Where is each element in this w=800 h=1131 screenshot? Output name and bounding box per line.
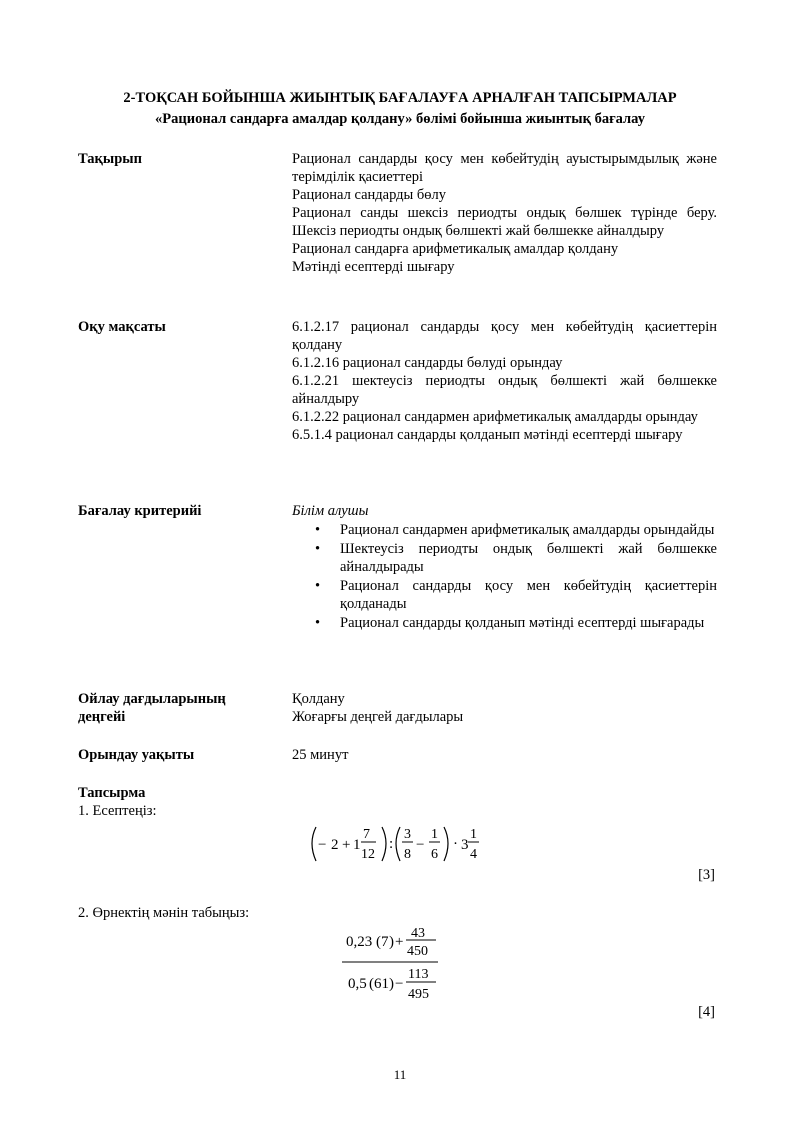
criteria-intro: Білім алушы — [292, 503, 369, 519]
criteria-label: Бағалау критерийі — [78, 503, 202, 519]
svg-text:): ) — [389, 934, 394, 950]
objective-item: 6.5.1.4 рационал сандарды қолданып мәтінді есептерді шығару — [292, 427, 683, 443]
svg-text:7: 7 — [363, 827, 370, 842]
svg-text:2: 2 — [331, 837, 339, 853]
svg-text:−: − — [395, 976, 404, 992]
task1-text: 1. Есептеңіз: — [78, 803, 157, 819]
bullet-icon: • — [315, 541, 321, 557]
svg-text:1: 1 — [431, 827, 438, 842]
time-label: Орындау уақыты — [78, 747, 195, 763]
svg-text:0,5: 0,5 — [348, 976, 367, 992]
svg-text:7: 7 — [381, 934, 389, 950]
document-title: 2-ТОҚСАН БОЙЫНША ЖИЫНТЫҚ БАҒАЛАУҒА АРНАЛҒАН ТАПСЫРМАЛАР — [123, 90, 677, 106]
task1-score: [3] — [698, 867, 715, 883]
topic-label: Тақырып — [78, 151, 142, 167]
task2-score: [4] — [698, 1004, 715, 1020]
criteria-item: • Рационал сандарды қосу мен көбейтудің қасиеттерін қолданады — [315, 578, 717, 612]
objectives-label: Оқу мақсаты — [78, 319, 166, 335]
criteria-item: • Рационал сандарды қолданып мәтінді есептерді шығарады — [315, 615, 705, 631]
svg-text:4: 4 — [470, 847, 477, 862]
document-subtitle: «Рационал сандарға амалдар қолдану» бөлімі бойынша жиынтық бағалау — [155, 111, 645, 127]
svg-text:43: 43 — [411, 926, 425, 941]
criteria-list — [292, 521, 717, 632]
svg-text:): ) — [389, 976, 394, 992]
bullet-icon: • — [315, 615, 321, 631]
svg-text:·: · — [453, 836, 458, 852]
svg-text::: : — [389, 836, 394, 852]
task-heading: Тапсырма — [78, 785, 146, 801]
bullet-icon: • — [315, 522, 321, 538]
svg-text:495: 495 — [408, 987, 429, 1002]
svg-text:−: − — [416, 837, 425, 853]
svg-text:1: 1 — [353, 837, 361, 853]
objectives-content — [292, 318, 717, 444]
svg-text:0,23: 0,23 — [346, 934, 373, 950]
thinking-item: Жоғарғы деңгей дағдылары — [292, 709, 464, 725]
task1-expression — [300, 815, 500, 871]
task2-text: 2. Өрнектің мәнін табыңыз: — [78, 905, 250, 921]
svg-text:3: 3 — [461, 837, 469, 853]
svg-text:1: 1 — [470, 827, 477, 842]
svg-text:+: + — [342, 837, 351, 853]
objective-item: 6.1.2.17 рационал сандарды қосу мен көбейтудің қасиеттерін қолдану — [292, 319, 717, 353]
thinking-item: Қолдану — [292, 691, 345, 707]
topic-item: Рационал санды шексіз периодты ондық бөлшек түрінде беру. Шексіз периодты ондық бөлшекті жай бөлшекке айналдыру — [292, 205, 717, 239]
criteria-content — [292, 502, 717, 632]
svg-text:6: 6 — [431, 847, 438, 862]
task2-expression — [340, 920, 450, 1008]
objective-item: 6.1.2.16 рационал сандарды бөлуді орындау — [292, 355, 563, 371]
objective-item: 6.1.2.22 рационал сандармен арифметикалық амалдарды орындау — [292, 409, 698, 425]
svg-text:(: ( — [369, 976, 374, 992]
criteria-item: • Шектеусіз периодты ондық бөлшекті жай бөлшекке айналдырады — [315, 541, 717, 575]
topic-item: Рационал сандарды бөлу — [292, 187, 446, 203]
thinking-content — [292, 690, 717, 726]
svg-text:+: + — [395, 934, 404, 950]
time-value: 25 минут — [292, 747, 349, 763]
topic-item: Рационал сандарды қосу мен көбейтудің ауыстырымдылық және терімділік қасиеттері — [292, 151, 717, 185]
svg-text:61: 61 — [374, 976, 389, 992]
topic-content — [292, 150, 717, 276]
page-number: 11 — [393, 1067, 407, 1082]
criteria-item: • Рационал сандармен арифметикалық амалдарды орындайды — [315, 522, 715, 538]
svg-text:8: 8 — [404, 847, 411, 862]
svg-text:113: 113 — [408, 967, 429, 982]
thinking-label: Ойлау дағдыларының деңгейі — [78, 691, 226, 725]
svg-text:450: 450 — [407, 944, 428, 959]
svg-text:−: − — [318, 837, 327, 853]
svg-text:3: 3 — [404, 827, 411, 842]
svg-text:(: ( — [376, 934, 381, 950]
topic-item: Мәтінді есептерді шығару — [292, 259, 455, 275]
topic-item: Рационал сандарға арифметикалық амалдар қолдану — [292, 241, 619, 257]
svg-text:12: 12 — [361, 847, 375, 862]
bullet-icon: • — [315, 578, 321, 594]
objective-item: 6.1.2.21 шектеусіз периодты ондық бөлшекті жай бөлшекке айналдыру — [292, 373, 717, 407]
